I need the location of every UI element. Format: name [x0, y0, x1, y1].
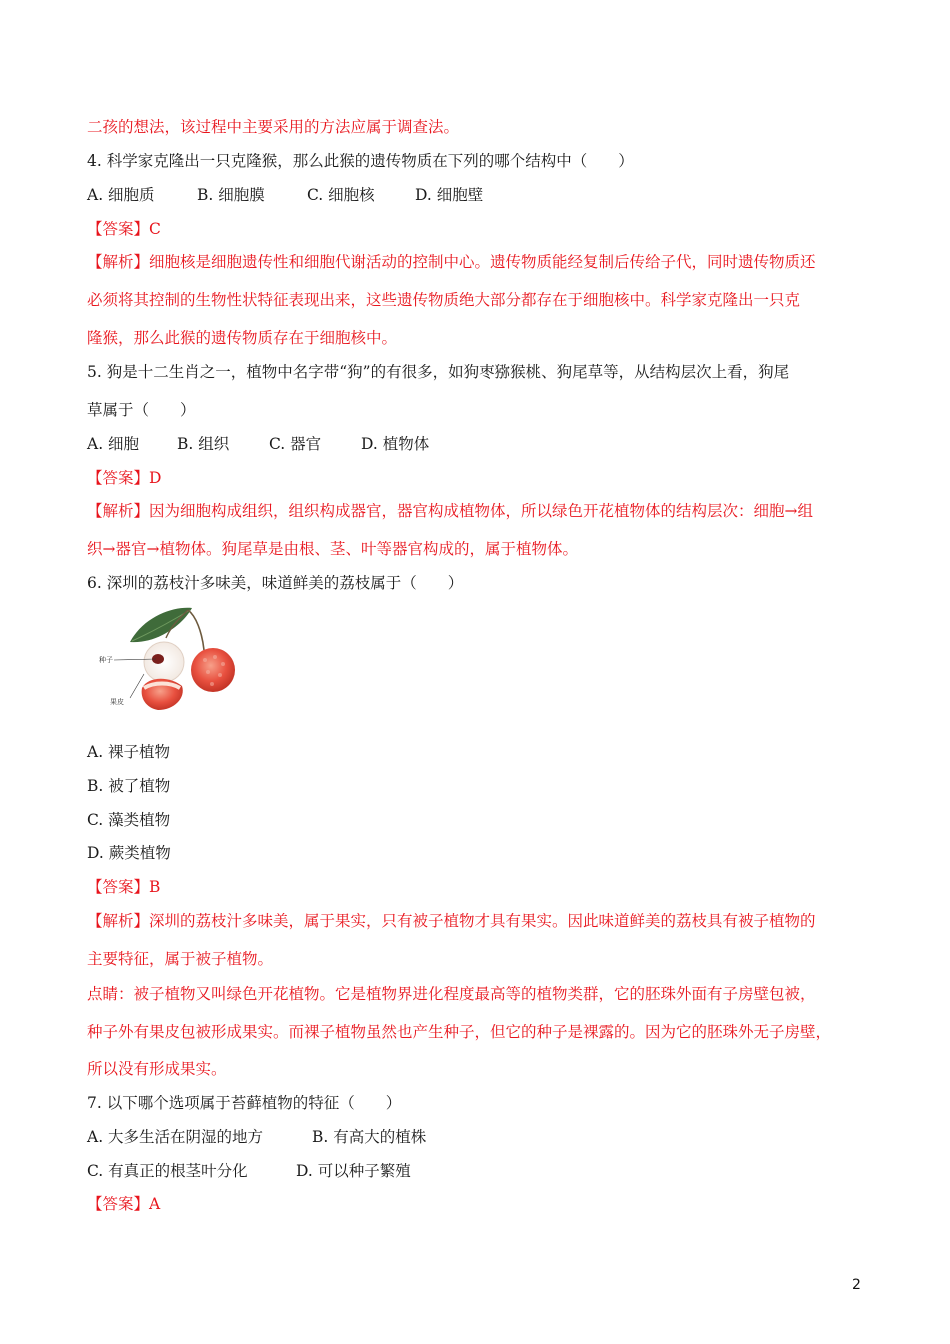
q6-analysis-line: 主要特征，属于被子植物。 — [87, 950, 274, 968]
q5-option-d: D. 植物体 — [361, 435, 430, 453]
q4-options — [87, 185, 878, 205]
q5-option-b: B. 组织 — [177, 435, 230, 453]
q7-answer-label: 【答案】 — [87, 1195, 150, 1213]
q6-answer-value: B — [149, 878, 161, 896]
q4-analysis-line: 【解析】细胞核是细胞遗传性和细胞代谢活动的控制中心。遗传物质能经复制后传给子代，同时遗传物质还 — [87, 253, 816, 271]
q4-answer — [87, 219, 878, 239]
q5-answer-value: D — [149, 469, 162, 487]
q4-option-a: A. 细胞质 — [87, 186, 155, 204]
q5-stem-line: 草属于（ ） — [87, 401, 196, 419]
q4-stem: 4. 科学家克隆出一只克隆猴，那么此猴的遗传物质在下列的哪个结构中（ ） — [87, 152, 634, 170]
q4-analysis-line: 必须将其控制的生物性状特征表现出来，这些遗传物质绝大部分都存在于细胞核中。科学家克隆出一只克 — [87, 291, 801, 309]
q5-analysis-line: 【解析】因为细胞构成组织，组织构成器官，器官构成植物体，所以绿色开花植物体的结构层次：细胞→组 — [87, 502, 813, 520]
q7-option-b: B. 有高大的植株 — [312, 1128, 427, 1146]
q6-option-c: C. 藻类植物 — [87, 811, 171, 829]
q7-option-a: A. 大多生活在阴湿的地方 — [87, 1128, 264, 1146]
q6-analysis-line: 点睛：被子植物又叫绿色开花植物。它是植物界进化程度最高等的植物类群，它的胚珠外面有子房壁包被， — [87, 985, 816, 1003]
q6-analysis-line: 【解析】深圳的荔枝汁多味美，属于果实，只有被子植物才具有果实。因此味道鲜美的荔枝具有被子植物的 — [87, 912, 816, 930]
page-number: 2 — [852, 1277, 861, 1293]
q5-answer — [87, 468, 878, 488]
leaf-shape — [130, 608, 192, 642]
q7-options-row-1 — [87, 1127, 878, 1147]
q6-answer — [87, 877, 878, 897]
previous-explanation-end: 二孩的想法，该过程中主要采用的方法应属于调查法。 — [87, 118, 460, 136]
q5-answer-label: 【答案】 — [87, 469, 150, 487]
q5-analysis-line: 织→器官→植物体。狗尾草是由根、茎、叶等器官构成的，属于植物体。 — [87, 540, 578, 558]
q6-analysis-line: 种子外有果皮包被形成果实。而裸子植物虽然也产生种子，但它的种子是裸露的。因为它的胚珠外无子房壁， — [87, 1023, 832, 1041]
q7-answer — [87, 1194, 878, 1214]
q6-stem: 6. 深圳的荔枝汁多味美，味道鲜美的荔枝属于（ ） — [87, 574, 464, 592]
q5-stem-line: 5. 狗是十二生肖之一，植物中名字带“狗”的有很多，如狗枣猕猴桃、狗尾草等，从结构层次上看，狗尾 — [87, 363, 790, 381]
q5-option-a: A. 细胞 — [87, 435, 140, 453]
q4-answer-label: 【答案】 — [87, 220, 150, 238]
q7-option-c: C. 有真正的根茎叶分化 — [87, 1162, 248, 1180]
q6-option-d: D. 蕨类植物 — [87, 844, 171, 862]
q7-stem: 7. 以下哪个选项属于苔藓植物的特征（ ） — [87, 1094, 402, 1112]
q6-answer-label: 【答案】 — [87, 878, 150, 896]
peel-label: 果皮 — [110, 698, 124, 706]
q6-option-a: A. 裸子植物 — [87, 743, 171, 761]
q4-option-d: D. 细胞壁 — [415, 186, 484, 204]
q4-analysis-line: 隆猴，那么此猴的遗传物质存在于细胞核中。 — [87, 329, 398, 347]
q7-option-d: D. 可以种子繁殖 — [296, 1162, 411, 1180]
q7-options-row-2 — [87, 1161, 878, 1181]
q4-option-c: C. 细胞核 — [307, 186, 375, 204]
lychee-flesh-shape — [144, 642, 184, 682]
q7-answer-value: A — [149, 1195, 161, 1213]
q5-option-c: C. 器官 — [269, 435, 322, 453]
q5-options — [87, 434, 878, 454]
lychee-figure — [96, 602, 248, 720]
seed-label: 种子 — [99, 656, 113, 664]
q6-analysis-line: 所以没有形成果实。 — [87, 1060, 227, 1078]
q4-answer-value: C — [149, 220, 161, 238]
q4-option-b: B. 细胞膜 — [197, 186, 265, 204]
q6-option-b: B. 被了植物 — [87, 777, 171, 795]
